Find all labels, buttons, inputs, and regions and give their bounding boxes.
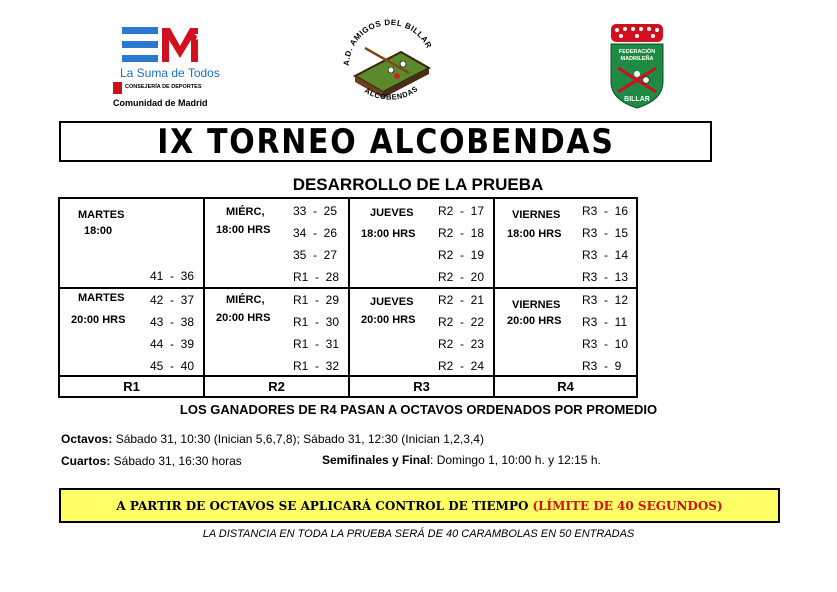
match-cell: R2 - 20 [438, 270, 485, 284]
madrid-caption: La Suma de Todos [120, 66, 220, 80]
federacion-line2: MADRILEÑA [620, 56, 654, 62]
subtitle [0, 175, 837, 195]
match-cell: R3 - 14 [582, 248, 629, 262]
day-label: JUEVES [370, 207, 414, 219]
match-cell: R3 - 10 [582, 337, 629, 351]
day-label: MIÉRC, [226, 294, 265, 306]
notice-time-limit: (LÍMITE DE 40 SEGUNDOS) [532, 498, 723, 513]
semis-line [322, 453, 601, 467]
match-cell: R1 - 31 [293, 337, 340, 351]
round-label-r1: R1 [123, 379, 140, 394]
match-cell: R3 - 9 [582, 359, 622, 373]
row-divider [60, 375, 636, 377]
match-cell: 33 - 25 [293, 204, 338, 218]
day-label: VIERNES [512, 209, 561, 221]
column-divider [348, 199, 350, 396]
title-box [59, 121, 712, 162]
comunidad-madrid-logo [113, 26, 230, 111]
match-cell: R3 - 15 [582, 226, 629, 240]
col3-slot2-day [361, 295, 416, 327]
col1-slot2-day [71, 291, 126, 327]
octavos-text: Sábado 31, 10:30 (Inician 5,6,7,8); Sábado 31, 12:30 (Inician 1,2,3,4) [112, 432, 484, 446]
semis-text: : Domingo 1, 10:00 h. y 12:15 h. [430, 453, 601, 467]
match-cell: 44 - 39 [150, 337, 195, 351]
time-label: 18:00 HRS [361, 228, 416, 240]
federacion-shield-icon [608, 24, 666, 110]
col2-slot1-day [216, 205, 271, 237]
time-label: 18:00 [84, 225, 113, 237]
match-cell: R2 - 23 [438, 337, 485, 351]
subtitle-text: DESARROLLO DE LA PRUEBA [292, 175, 544, 194]
match-cell: R1 - 32 [293, 359, 340, 373]
match-cell: 42 - 37 [150, 293, 195, 307]
time-label: 18:00 HRS [507, 228, 562, 240]
semis-label: Semifinales y Final [322, 453, 431, 467]
round-label-r4: R4 [557, 379, 574, 394]
amigos-billar-logo [335, 18, 445, 106]
page-title: IX TORNEO ALCOBENDAS [156, 121, 615, 162]
col1-slot1-day [78, 208, 124, 238]
time-label: 20:00 HRS [507, 315, 562, 327]
row-divider [60, 287, 636, 289]
madrid-consejeria: CONSEJERÍA DE DEPORTES [125, 84, 202, 90]
day-label: MARTES [78, 209, 125, 221]
cuartos-text: Sábado 31, 16:30 horas [110, 454, 242, 468]
match-cell: 41 - 36 [150, 269, 195, 283]
time-label: 20:00 HRS [71, 314, 126, 326]
col4-slot2-day [507, 298, 562, 328]
madrid-comunidad: Comunidad de Madrid [113, 98, 208, 108]
cuartos-line [61, 454, 242, 468]
match-cell: R2 - 17 [438, 204, 485, 218]
octavos-label: Octavos: [61, 432, 113, 446]
notice-main: A PARTIR DE OCTAVOS SE APLICARÁ CONTROL DE TIEMPO [116, 498, 529, 513]
match-cell: 45 - 40 [150, 359, 195, 373]
amigos-bottom-text: ALCOBENDAS [363, 84, 420, 102]
match-cell: R1 - 29 [293, 293, 340, 307]
round-label-r3: R3 [413, 379, 430, 394]
match-cell: 35 - 27 [293, 248, 338, 262]
match-cell: 34 - 26 [293, 226, 338, 240]
match-cell: R2 - 22 [438, 315, 485, 329]
match-cell: R2 - 24 [438, 359, 485, 373]
federacion-line1: FEDERACIÓN [618, 49, 656, 55]
federacion-line3: BILLAR [624, 96, 650, 103]
match-cell: R1 - 30 [293, 315, 340, 329]
distance-note: LA DISTANCIA EN TODA LA PRUEBA SERÁ DE 40 CARAMBOLAS EN 50 ENTRADAS [202, 528, 635, 540]
match-cell: R2 - 21 [438, 293, 485, 307]
col3-slot1-day [361, 206, 416, 241]
col2-slot2-day [216, 293, 271, 325]
day-label: JUEVES [370, 296, 414, 308]
match-cell: R2 - 18 [438, 226, 485, 240]
day-label: MIÉRC, [226, 206, 265, 218]
match-cell: R1 - 28 [293, 270, 340, 284]
column-divider [493, 199, 495, 396]
madrid-m-emblem-icon [122, 26, 214, 64]
column-divider [203, 199, 205, 396]
amigos-top-text: A.D. AMIGOS DEL BILLAR [341, 18, 434, 67]
col4-slot1-day [507, 208, 562, 241]
time-label: 18:00 HRS [216, 224, 271, 236]
time-label: 20:00 HRS [361, 314, 416, 326]
time-control-notice [59, 488, 780, 523]
octavos-line [61, 432, 484, 446]
round-label-r2: R2 [268, 379, 285, 394]
winners-note: LOS GANADORES DE R4 PASAN A OCTAVOS ORDENADOS POR PROMEDIO [179, 402, 658, 417]
madrid-flag-icon [113, 82, 122, 94]
day-label: VIERNES [512, 299, 561, 311]
schedule-table [58, 197, 638, 398]
day-label: MARTES [78, 292, 125, 304]
match-cell: R2 - 19 [438, 248, 485, 262]
billiard-table-emblem-icon [335, 18, 445, 106]
match-cell: R3 - 12 [582, 293, 629, 307]
time-label: 20:00 HRS [216, 312, 271, 324]
federacion-madrilena-logo [608, 24, 666, 110]
match-cell: R3 - 13 [582, 270, 629, 284]
match-cell: R3 - 11 [582, 315, 628, 329]
cuartos-label: Cuartos: [61, 454, 111, 468]
match-cell: R3 - 16 [582, 204, 629, 218]
match-cell: 43 - 38 [150, 315, 195, 329]
